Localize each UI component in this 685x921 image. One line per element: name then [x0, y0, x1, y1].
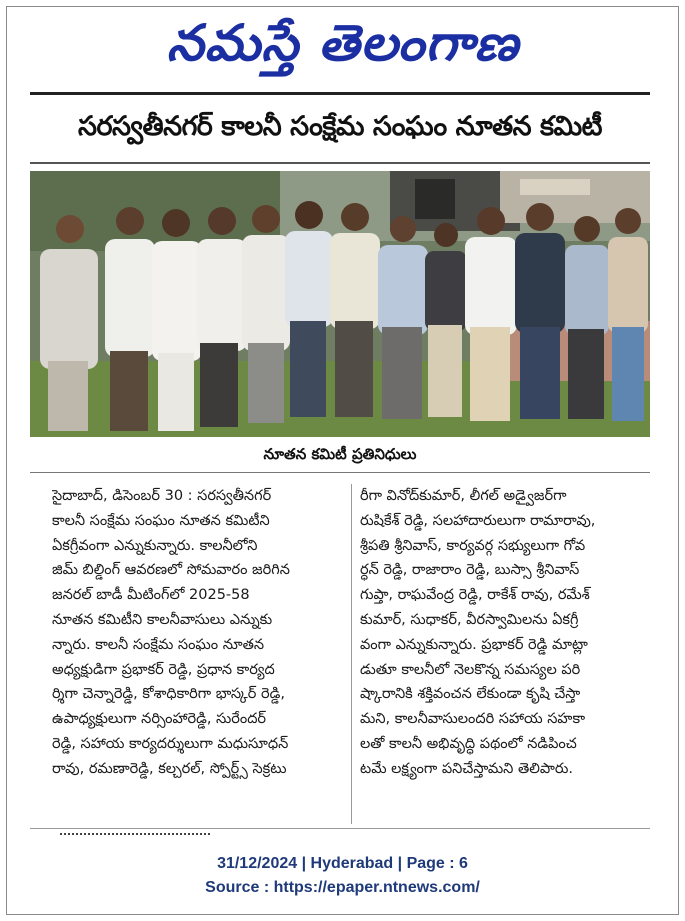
headline-top-rule [30, 92, 650, 95]
article-line: రెడ్డి, సహాయ కార్యదర్శులుగా మధుసూధన్ [52, 735, 289, 752]
headline-bottom-rule [30, 162, 650, 164]
edition-info: 31/12/2024 | Hyderabad | Page : 6 [217, 855, 468, 872]
article-line: రావు, రమణారెడ్డి, కల్చరల్, స్పోర్ట్స్ సెక్రటు [52, 760, 287, 777]
caption-rule [30, 472, 650, 473]
article-line: డుతూ కాలనీలో నెలకొన్న సమస్యల పరి [360, 661, 581, 678]
article-line: శ్రీపతి శ్రీనివాస్, కార్యవర్గ సభ్యులుగా గోవ [360, 537, 586, 554]
article-line: ర్శిగా చెన్నారెడ్డి, కోశాధికారిగా భాస్కర్ రెడ్డి, [52, 686, 285, 703]
article-line: కాలనీ సంక్షేమ సంఘం నూతన కమిటీని [52, 512, 270, 529]
group-photo [30, 171, 650, 437]
article-line: ఏకగ్రీవంగా ఎన్నుకున్నారు. కాలనీలోని [52, 537, 258, 554]
article-line: సైదాబాద్, డిసెంబర్ 30 : సరస్వతీనగర్ [52, 488, 272, 504]
group-photo-image [30, 171, 650, 437]
article-column-right [360, 484, 650, 782]
article-line: ర్ధన్ రెడ్డి, రాజారాం రెడ్డి, బుస్సా శ్రీనివాస్ [360, 562, 580, 579]
article-line: మని, కాలనీవాసులందరి సహాయ సహకా [360, 711, 586, 728]
article-line: అధ్యక్షుడిగా ప్రభాకర్ రెడ్డి, ప్రధాన కార్యద [52, 661, 275, 678]
article-headline: సరస్వతీనగర్ కాలనీ సంక్షేమ సంఘం నూతన కమిటీ [78, 111, 602, 142]
article-line: జనరల్ బాడీ మీటింగ్‌లో 2025-58 [52, 587, 250, 604]
source-link[interactable]: Source : https://epaper.ntnews.com/ [205, 879, 480, 896]
article-line: గుప్తా, రాఘవేంద్ర రెడ్డి, రాకేశ్ రావు, రమేశ్ [360, 587, 590, 604]
article-line: వంగా ఎన్నుకున్నారు. ప్రభాకర్ రెడ్డి మాట్లా [360, 636, 588, 653]
masthead-title: నమస్తే తెలంగాణ [166, 14, 519, 72]
article-line: న్నారు. కాలనీ సంక్షేమ సంఘం నూతన [52, 636, 265, 653]
article-line: ష్కారానికి శక్తివంచన లేకుండా కృషి చేస్తా [360, 686, 581, 703]
newspaper-masthead [0, 10, 685, 76]
photo-caption: నూతన కమిటీ ప్రతినిధులు [263, 445, 417, 463]
article-line: జిమ్ బిల్డింగ్ ఆవరణలో సోమవారం జరిగిన [52, 562, 290, 579]
article-column-left [52, 484, 344, 782]
article-bottom-rule [30, 828, 650, 829]
article-line: రుషికేశ్ రెడ్డి, సలహాదారులుగా రామారావు, [360, 512, 596, 529]
article-line: కుమార్, సుధాకర్, వీరస్వామిలను ఏకగ్రీ [360, 611, 579, 628]
article-line: టమే లక్ష్యంగా పనిచేస్తామని తెలిపారు. [360, 760, 574, 777]
article-line: ఉపాధ్యక్షులుగా నర్సింహారెడ్డి, సురేందర్ [52, 711, 267, 728]
article-line: రీగా వినోద్‌కుమార్, లీగల్ అడ్వైజర్‌గా [360, 488, 567, 504]
clipped-text-fragment [60, 833, 210, 841]
article-line: నూతన కమిటీని కాలనీవాసులు ఎన్నుకు [52, 611, 273, 628]
column-divider [351, 484, 352, 824]
article-line: లతో కాలనీ అభివృద్ధి పథంలో నడిపించ [360, 735, 577, 752]
